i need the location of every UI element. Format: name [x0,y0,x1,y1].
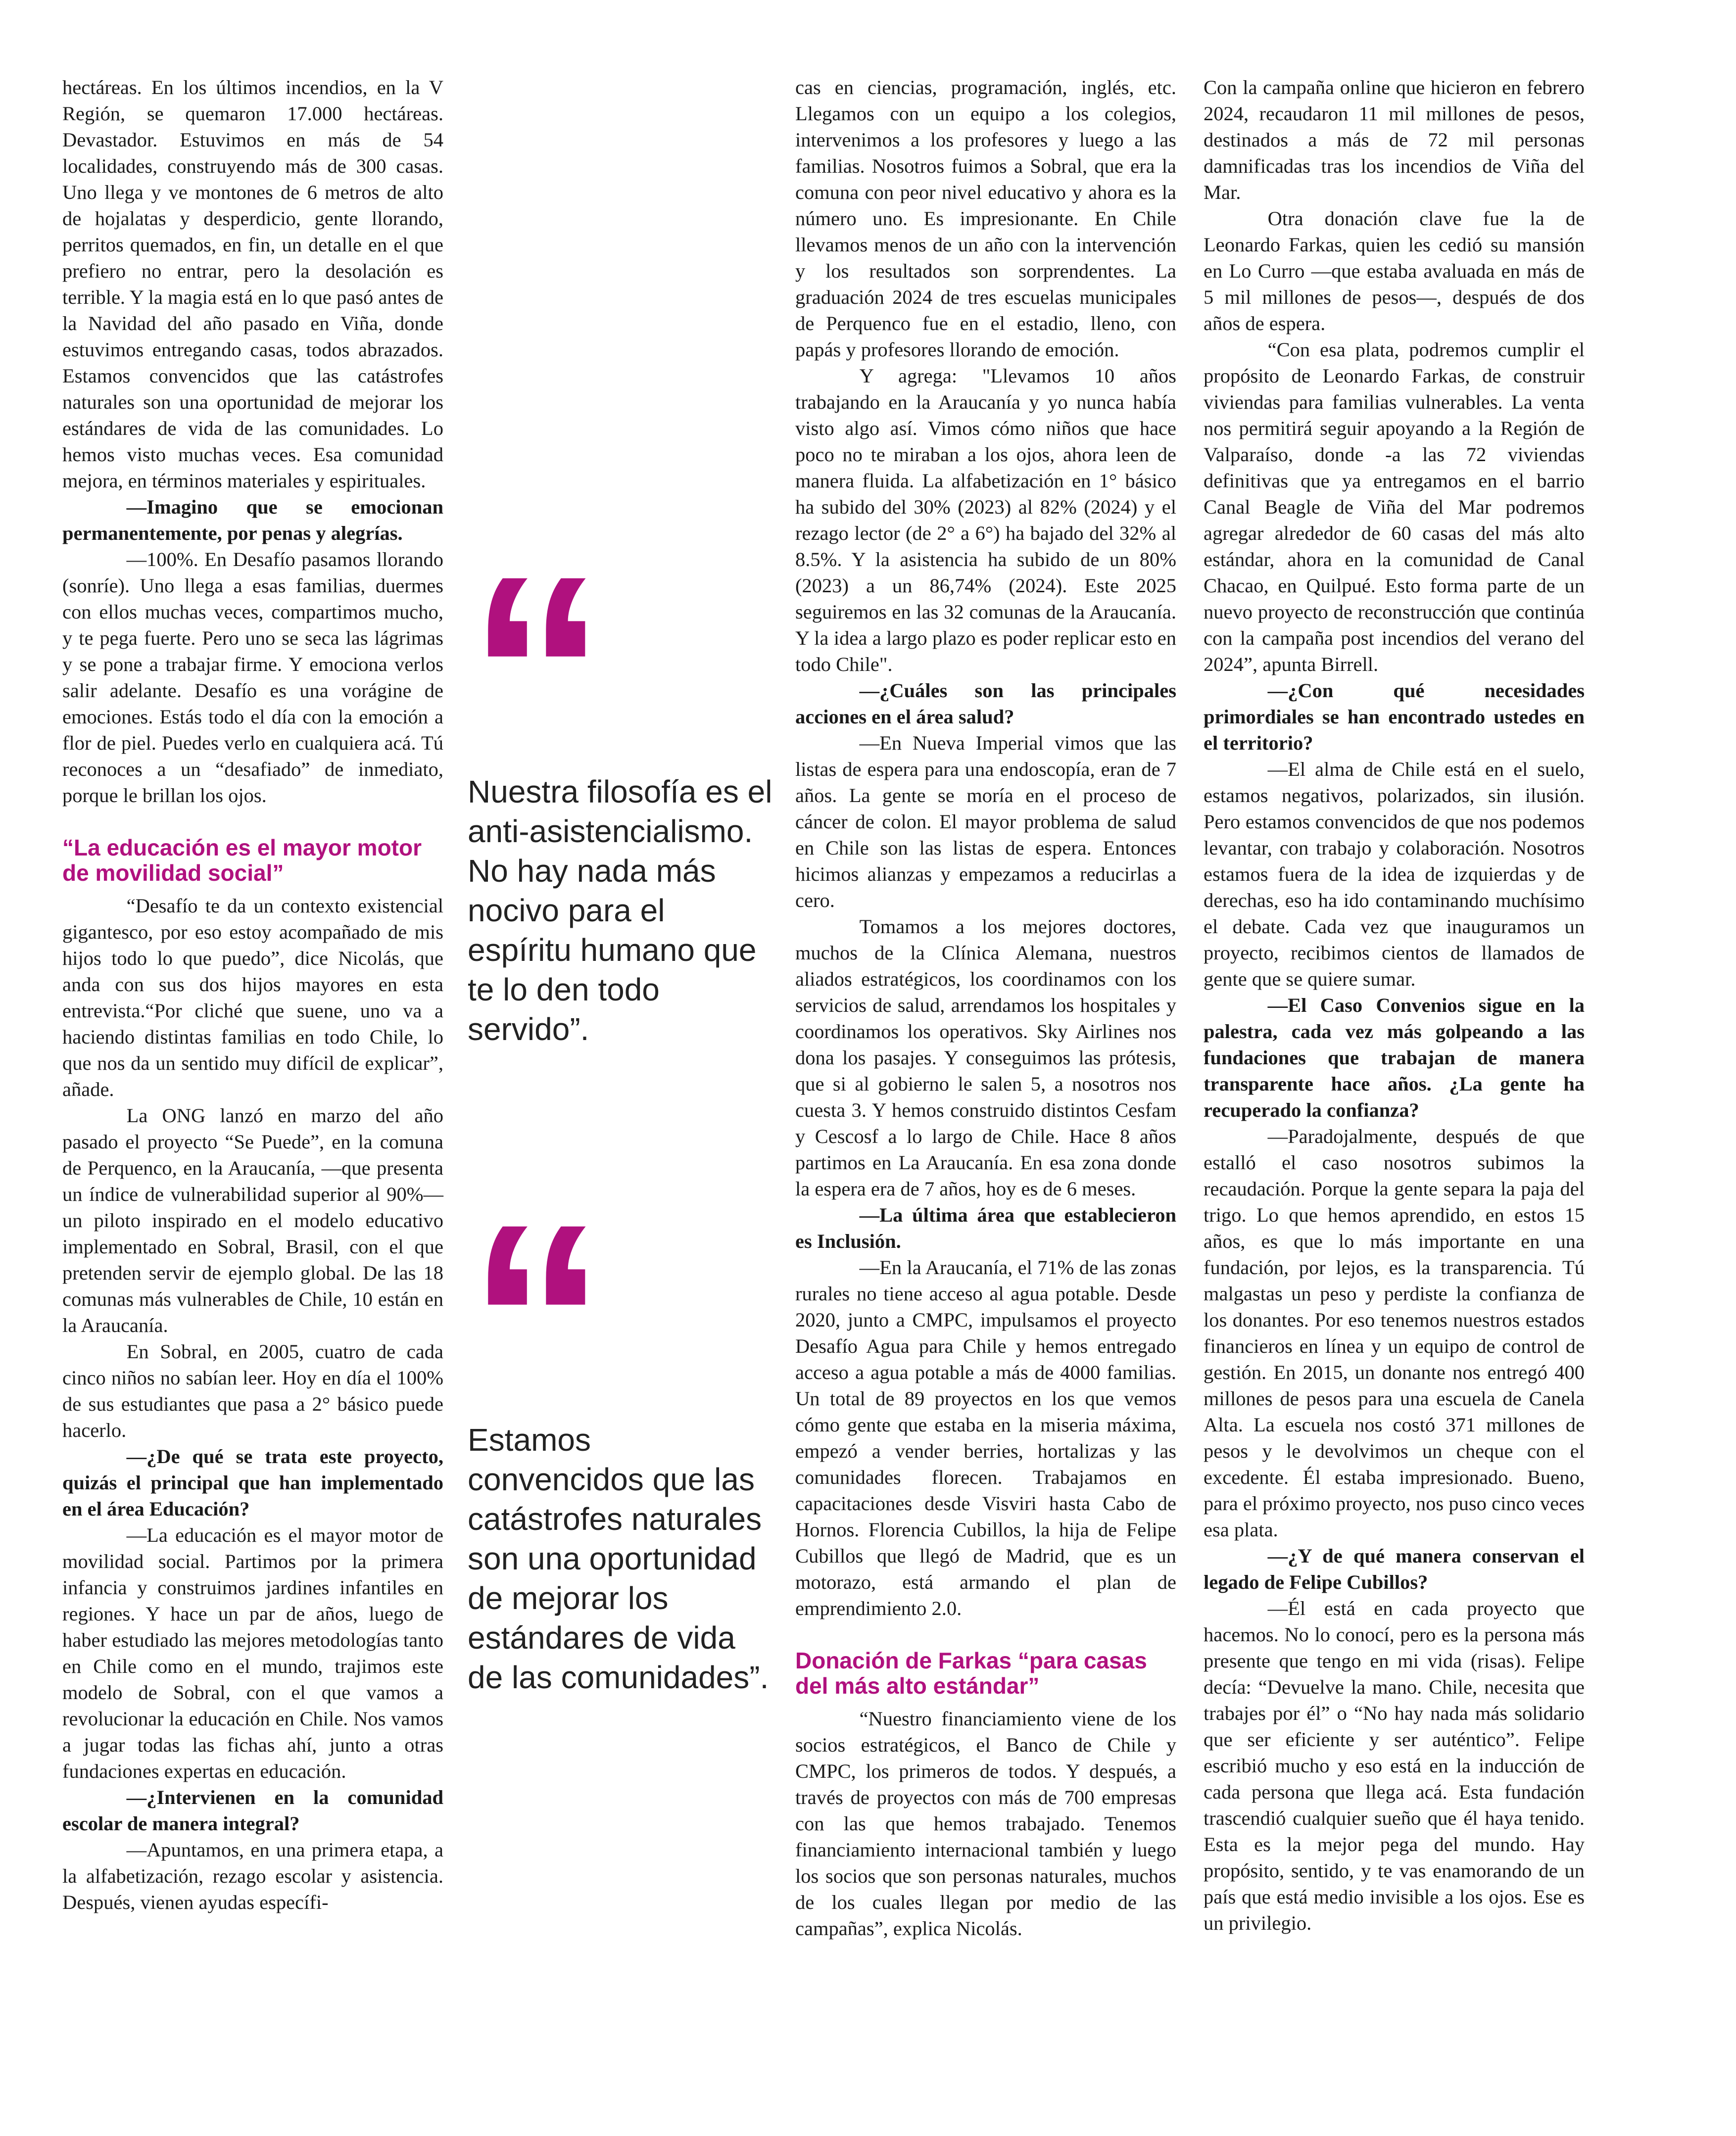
interview-question: —La última área que establecieron es Inclusión. [795,1204,1176,1252]
pull-quote-text: Estamos convencidos que las catástrofes naturales son una oportunidad de mejorar los estándares de vida de las comunidades”. [468,1422,769,1695]
quote-mark-icon [468,1222,774,1371]
body-paragraph: —Él está en cada proyecto que hacemos. No lo conocí, pero es la persona más presente que tengo en mi vida (risas). Felipe decía: “Devuelve la mano. Chile, necesita que trabajes por él” o “No hay nada más solidario que ser eficiente y ser auténtico”. Felipe escribió mucho y eso está en la inducción de cada persona que llega acá. Esta fundación trascendió cualquier sueño que él haya tenido. Esta es la mejor pega del mundo. Hay propósito, sentido, y te vas enamorando de un país que está medio invisible a los ojos. Ese es un privilegio. [1204,1597,1585,1934]
article-column-right [1204,74,1585,1936]
body-paragraph: Con la campaña online que hicieron en febrero 2024, recaudaron 11 mil millones de pesos, destinados a más de 72 mil personas damnificadas tras los incendios de Viña del Mar. [1204,76,1585,203]
interview-question: —¿Y de qué manera conservan el legado de Felipe Cubillos? [1204,1545,1585,1593]
interview-question: —¿De qué se trata este proyecto, quizás el principal que han implementado en el área Educación? [62,1445,443,1520]
body-paragraph: Otra donación clave fue la de Leonardo Farkas, quien les cedió su mansión en Lo Curro —que estaba avaluada en más de 5 mil millones de pesos—, después de dos años de espera. [1204,207,1585,334]
body-paragraph: —100%. En Desafío pasamos llorando (sonríe). Uno llega a esas familias, duermes con ellos muchas veces, compartimos mucho, y te pega fuerte. Pero uno se seca las lágrimas y se pone a trabajar firme. Y emociona verlos salir adelante. Desafío es una vorágine de emociones. Estás todo el día con la emoción a flor de piel. Puedes verlo en cualquiera acá. Tú reconoces a un “desafiado” de inmediato, porque le brillan los ojos. [62,548,443,807]
body-paragraph: —Apuntamos, en una primera etapa, a la alfabetización, rezago escolar y asistencia. Después, vienen ayudas específi- [62,1839,443,1913]
interview-question: —¿Intervienen en la comunidad escolar de manera integral? [62,1786,443,1835]
body-paragraph: Y agrega: "Llevamos 10 años trabajando en la Araucanía y yo nunca había visto algo así. Vimos cómo niños que hace poco no te miraban a los ojos, ahora leen de manera fluida. La alfabetización en 1° básico ha subido del 30% (2023) al 82% (2024) y el rezago lector (de 2° a 6°) ha bajado del 32% al 8.5%. Y la asistencia ha subido de un 80% (2023) a un 86,74% (2024). Este 2025 seguiremos en las 32 comunas de la Araucanía. Y la idea a largo plazo es poder replicar esto en todo Chile". [795,365,1176,675]
article-column-middle [795,74,1176,1942]
body-paragraph: —Paradojalmente, después de que estalló el caso nosotros subimos la recaudación. Porque la gente separa la paja del trigo. Lo que hemos aprendido, en estos 15 años, es que lo más importante en una fundación, por lejos, es la transparencia. Tú malgastas un peso y perdiste la confianza de los donantes. Por eso tenemos nuestros estados financieros en línea y un equipo de control de gestión. En 2015, un donante nos entregó 400 millones de pesos para una escuela de Canela Alta. La escuela nos costó 371 millones de pesos y le devolvimos un cheque con el excedente. Él estaba impresionado. Bueno, para el próximo proyecto, nos puso cinco veces esa plata. [1204,1125,1585,1541]
body-paragraph: La ONG lanzó en marzo del año pasado el proyecto “Se Puede”, en la comuna de Perquenco, en la Araucanía, —que presenta un índice de vulnerabilidad superior al 90%— un piloto inspirado en el modelo educativo implementado en Sobral, Brasil, con el que pretenden servir de ejemplo global. De las 18 comunas más vulnerables de Chile, 10 están en la Araucanía. [62,1104,443,1336]
pull-quote-text: Nuestra filosofía es el anti-asistencialismo. No hay nada más nocivo para el espíritu humano que te lo den todo servido”. [468,774,772,1047]
article-column-left [62,74,443,1915]
body-paragraph: hectáreas. En los últimos incendios, en la V Región, se quemaron 17.000 hectáreas. Devastador. Estuvimos en más de 54 localidades, construyendo más de 300 casas. Uno llega y ve montones de 6 metros de alto de hojalatas y desperdicio, gente llorando, perritos quemados, en fin, un detalle en el que prefiero no entrar, pero la desolación es terrible. Y la magia está en lo que pasó antes de la Navidad del año pasado en Viña, donde estuvimos entregando casas, todos abrazados. Estamos convencidos que las catástrofes naturales son una oportunidad de mejorar los estándares de vida de las comunidades. Lo hemos visto muchas veces. Esa comunidad mejora, en términos materiales y espirituales. [62,76,443,492]
pull-quote-1 [468,574,774,1049]
body-paragraph: “Con esa plata, podremos cumplir el propósito de Leonardo Farkas, de construir viviendas para familias vulnerables. La venta nos permitirá seguir apoyando a la Región de Valparaíso, donde -a las 72 viviendas definitivas que ya entregamos en el barrio Canal Beagle de Viña del Mar podremos agregar alrededor de 60 casas del más alto estándar, ahora en la comunidad de Canal Chacao, en Quilpué. Esto forma parte de un nuevo proyecto de reconstrucción que continúa con la campaña post incendios del verano del 2024”, apunta Birrell. [1204,338,1585,675]
body-paragraph: —En Nueva Imperial vimos que las listas de espera para una endoscopía, eran de 7 años. La gente se moría en el proceso de cáncer de colon. El mayor problema de salud en Chile son las listas de espera. Entonces hicimos alianzas y empezamos a reducirlas a cero. [795,732,1176,911]
body-paragraph: En Sobral, en 2005, cuatro de cada cinco niños no sabían leer. Hoy en día el 100% de sus estudiantes que pasa a 2° básico puede hacerlo. [62,1340,443,1441]
body-paragraph: —En la Araucanía, el 71% de las zonas rurales no tiene acceso al agua potable. Desde 2020, junto a CMPC, impulsamos el proyecto Desafío Agua para Chile y hemos entregado acceso a agua potable a más de 4000 familias. Un total de 89 proyectos en los que vemos cómo gente que estaba en la miseria máxima, empezó a vender berries, hortalizas y las comunidades florecen. Trabajamos en capacitaciones desde Visviri hasta Cabo de Hornos. Florencia Cubillos, la hija de Felipe Cubillos que llegó de Madrid, que es un motorazo, está armando el plan de emprendimiento 2.0. [795,1256,1176,1619]
body-paragraph: —El alma de Chile está en el suelo, estamos negativos, polarizados, sin ilusión. Pero estamos convencidos de que nos podemos levantar, con trabajo y colaboración. Nosotros estamos fuera de la idea de izquierdas y de derechas, eso ha ido contaminando muchísimo el debate. Cada vez que inauguramos un proyecto, recibimos cientos de llamados de gente que se quiere sumar. [1204,758,1585,990]
pull-quote-2 [468,1222,774,1697]
body-paragraph: “Desafío te da un contexto existencial gigantesco, por eso estoy acompañado de mis hijos todo lo que puedo”, dice Nicolás, que anda con sus dos hijos mayores en esta entrevista.“Por cliché que suene, uno va a haciendo distintas familias en todo Chile, lo que nos da un sentido muy difícil de explicar”, añade. [62,895,443,1100]
section-heading: “La educación es el mayor motor de movilidad social” [62,835,422,886]
body-paragraph: Tomamos a los mejores doctores, muchos de la Clínica Alemana, nuestros aliados estratégicos, los coordinamos con los servicios de salud, arrendamos los hospitales y coordinamos los operativos. Sky Airlines nos dona los pasajes. Y conseguimos las prótesis, que si al gobierno le salen 5, a nosotros nos cuesta 3. Y hemos construido distintos Cesfam y Cescosf a lo largo de Chile. Hace 8 años partimos en La Araucanía. En esa zona donde la espera era de 7 años, hoy es de 6 meses. [795,915,1176,1200]
interview-question: —El Caso Convenios sigue en la palestra, cada vez más golpeando a las fundaciones que trabajan de manera transparente hace años. ¿La gente ha recuperado la confianza? [1204,994,1585,1121]
section-heading: Donación de Farkas “para casas del más alto estándar” [795,1648,1147,1699]
interview-question: —Imagino que se emocionan permanentemente, por penas y alegrías. [62,496,443,544]
interview-question: —¿Cuáles son las principales acciones en el área salud? [795,679,1176,728]
body-paragraph: —La educación es el mayor motor de movilidad social. Partimos por la primera infancia y construimos jardines infantiles en regiones. Y hace un par de años, luego de haber estudiado las mejores metodologías tanto en Chile como en el mundo, trajimos este modelo de Sobral, con el que vamos a revolucionar la educación en Chile. Nos vamos a jugar todas las fichas ahí, junto a otras fundaciones expertas en educación. [62,1524,443,1782]
body-paragraph: cas en ciencias, programación, inglés, etc. Llegamos con un equipo a los colegios, intervenimos a los profesores y luego a las familias. Nosotros fuimos a Sobral, que era la comuna con peor nivel educativo y ahora es la número uno. Es impresionante. En Chile llevamos menos de un año con la intervención y los resultados son sorprendentes. La graduación 2024 de tres escuelas municipales de Perquenco fue en el estadio, lleno, con papás y profesores llorando de emoción. [795,76,1176,361]
body-paragraph: “Nuestro financiamiento viene de los socios estratégicos, el Banco de Chile y CMPC, los primeros de todos. Y después, a través de proyectos con más de 700 empresas con las que hemos trabajado. Tenemos financiamiento internacional también y luego los socios que son personas naturales, muchos de los cuales llegan por medio de las campañas”, explica Nicolás. [795,1708,1176,1940]
quote-mark-icon [468,574,774,722]
interview-question: —¿Con qué necesidades primordiales se han encontrado ustedes en el territorio? [1204,679,1585,754]
